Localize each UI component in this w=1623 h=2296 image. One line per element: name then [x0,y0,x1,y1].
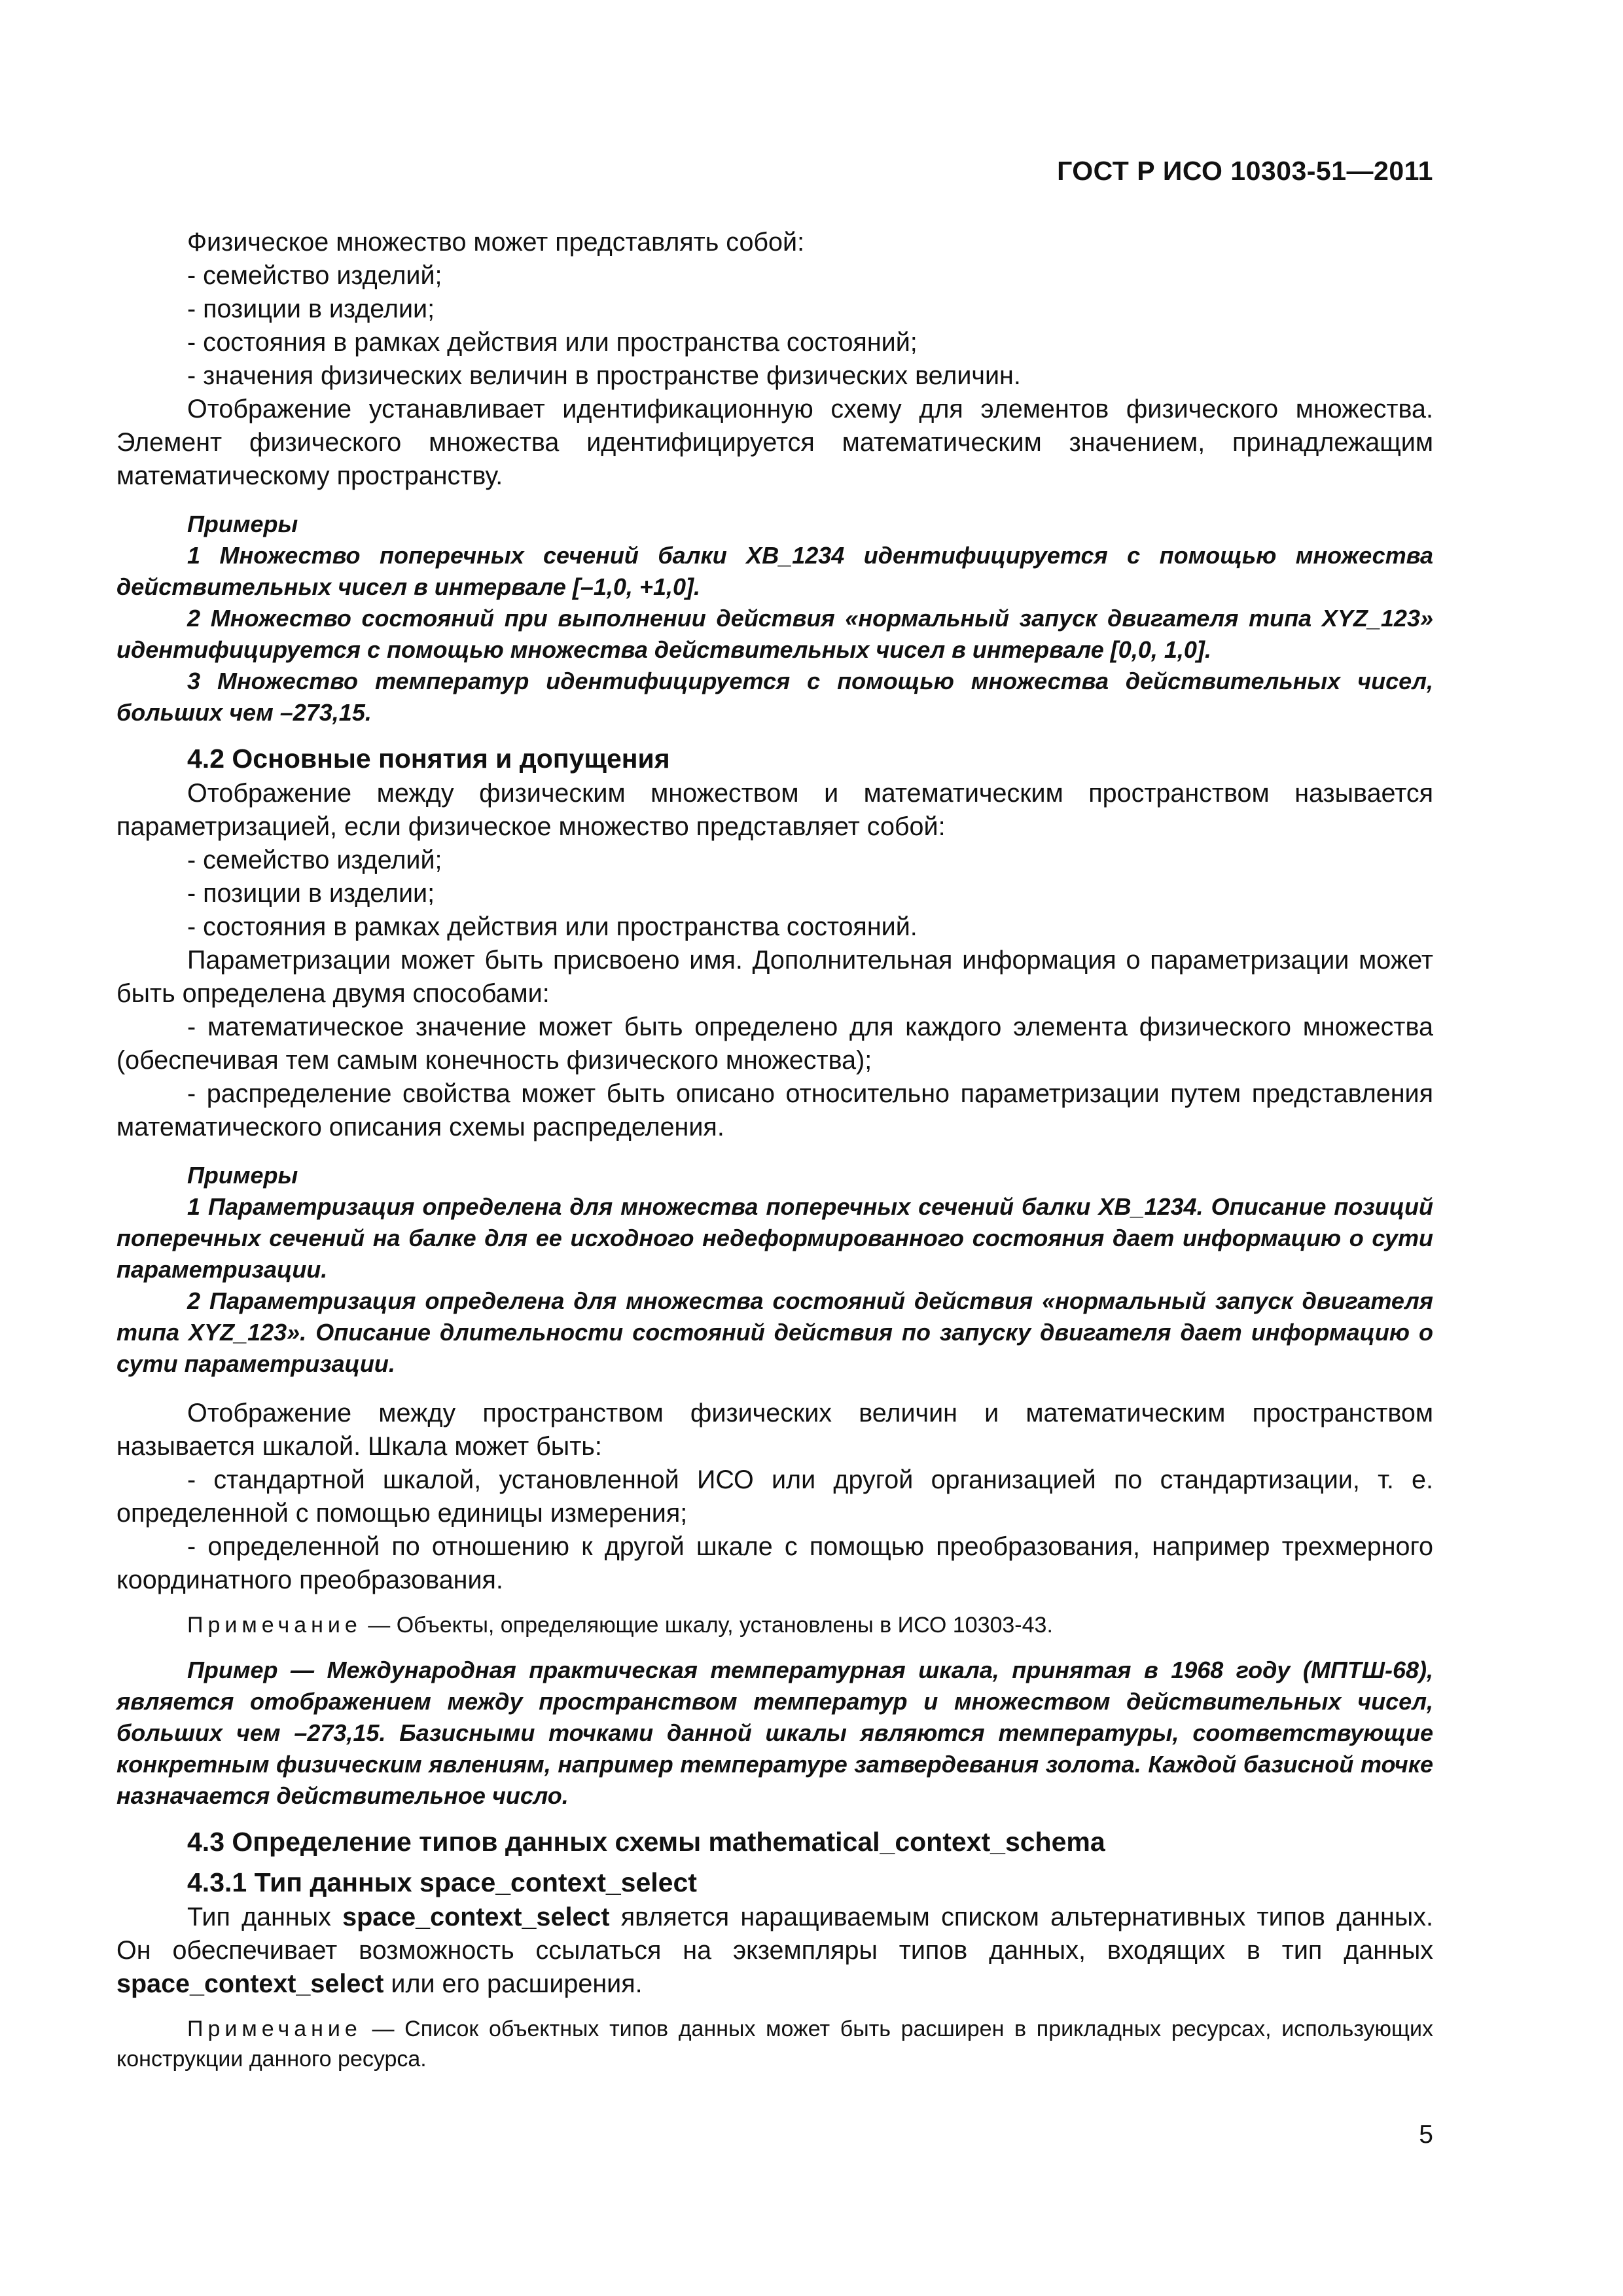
example-item: 2 Множество состояний при выполнении действия «нормальный запуск двигателя типа XYZ_123» идентифицируется с помощью множества действительных чисел в интервале [0,0, 1,0]. [116,605,1433,663]
text-run: или его расширения. [383,1969,643,1998]
list-item: - значения физических величин в пространстве физических величин. [187,361,1021,390]
example-item: 2 Параметризация определена для множества состояний действия «нормальный запуск двигателя типа XYZ_123». Описание длительности состояний действия по запуску двигателя дает информацию о сути параметризации. [116,1287,1433,1377]
paragraph-mapping: Отображение устанавливает идентификационную схему для элементов физического множества. Элемент физического множества идентифицируется математическим значением, принадлежащим математическому пространству. [116,395,1433,490]
example-item: 3 Множество температур идентифицируется с помощью множества действительных чисел, больших чем –273,15. [116,668,1433,726]
list-item: - состояния в рамках действия или пространства состояний; [187,328,918,357]
examples-title: Примеры [187,511,298,537]
list-item: - состояния в рамках действия или пространства состояний. [187,912,918,941]
list-item: - распределение свойства может быть описано относительно параметризации путем представления математического описания схемы распределения. [116,1079,1433,1141]
page-content [116,226,1433,2074]
note-scale [116,1610,1433,1640]
paragraph-physical-set-intro: Физическое множество может представлять собой: [187,228,805,257]
example-item: 1 Параметризация определена для множества поперечных сечений балки XB_1234. Описание позиций поперечных сечений на балке для ее исходного недеформированного состояния дает информацию о сути параметризации. [116,1193,1433,1283]
term-space-context-select: space_context_select [342,1903,610,1931]
text-run: Тип данных [187,1903,343,1931]
example-temperature-scale: Пример — Международная практическая температурная шкала, принятая в 1968 году (МПТШ-68), является отображением между пространством температур и множеством действительных чисел, больших чем –273,15. Базисными точками данной шкалы являются температуры, соответствующие конкретным физическим явлениям, например температуре затвердевания золота. Каждой базисной точке назначается действительное число. [116,1657,1433,1809]
list-item: - семейство изделий; [187,846,442,874]
spacer [116,1380,1433,1397]
document-id-header: ГОСТ Р ИСО 10303-51—2011 [1057,156,1433,186]
section-heading-4-2: 4.2 Основные понятия и допущения [187,744,670,774]
section-heading-4-3: 4.3 Определение типов данных схемы mathematical_context_schema [187,1827,1105,1857]
note-object-types [116,2014,1433,2074]
list-item: - математическое значение может быть определено для каждого элемента физического множества (обеспечивая тем самым конечность физического множества); [116,1013,1433,1075]
term-space-context-select: space_context_select [116,1969,384,1998]
note-lead: Примечание [187,2017,362,2041]
page-number: 5 [1419,2121,1433,2149]
list-item: - позиции в изделии; [187,295,435,323]
list-item: - семейство изделий; [187,261,442,290]
paragraph-scale: Отображение между пространством физических величин и математическим пространством называется шкалой. Шкала может быть: [116,1399,1433,1461]
paragraph-parametrization-name: Параметризации может быть присвоено имя. Дополнительная информация о параметризации может быть определена двумя способами: [116,946,1433,1008]
note-text: — Список объектных типов данных может быть расширен в прикладных ресурсах, использующих конструкции данного ресурса. [116,2017,1433,2072]
example-item: 1 Множество поперечных сечений балки XB_1234 идентифицируется с помощью множества действительных чисел в интервале [–1,0, +1,0]. [116,542,1433,600]
paragraph-parametrization: Отображение между физическим множеством и математическим пространством называется параметризацией, если физическое множество представляет собой: [116,779,1433,841]
text-run: является наращиваемым списком альтернативных типов данных. Он обеспечивает возможность ссылаться на экземпляры типов данных, входящих в тип данных [116,1903,1433,1965]
list-item: - позиции в изделии; [187,879,435,908]
note-lead: Примечание [187,1613,362,1638]
list-item: - определенной по отношению к другой шкале с помощью преобразования, например трехмерного координатного преобразования. [116,1532,1433,1594]
note-text: — Объекты, определяющие шкалу, установлены в ИСО 10303-43. [368,1613,1053,1638]
examples-title: Примеры [187,1162,298,1189]
paragraph-space-context-select [116,1901,1433,2001]
section-heading-4-3-1: 4.3.1 Тип данных space_context_select [187,1867,697,1897]
list-item: - стандартной шкалой, установленной ИСО или другой организацией по стандартизации, т. е. определенной с помощью единицы измерения; [116,1465,1433,1528]
